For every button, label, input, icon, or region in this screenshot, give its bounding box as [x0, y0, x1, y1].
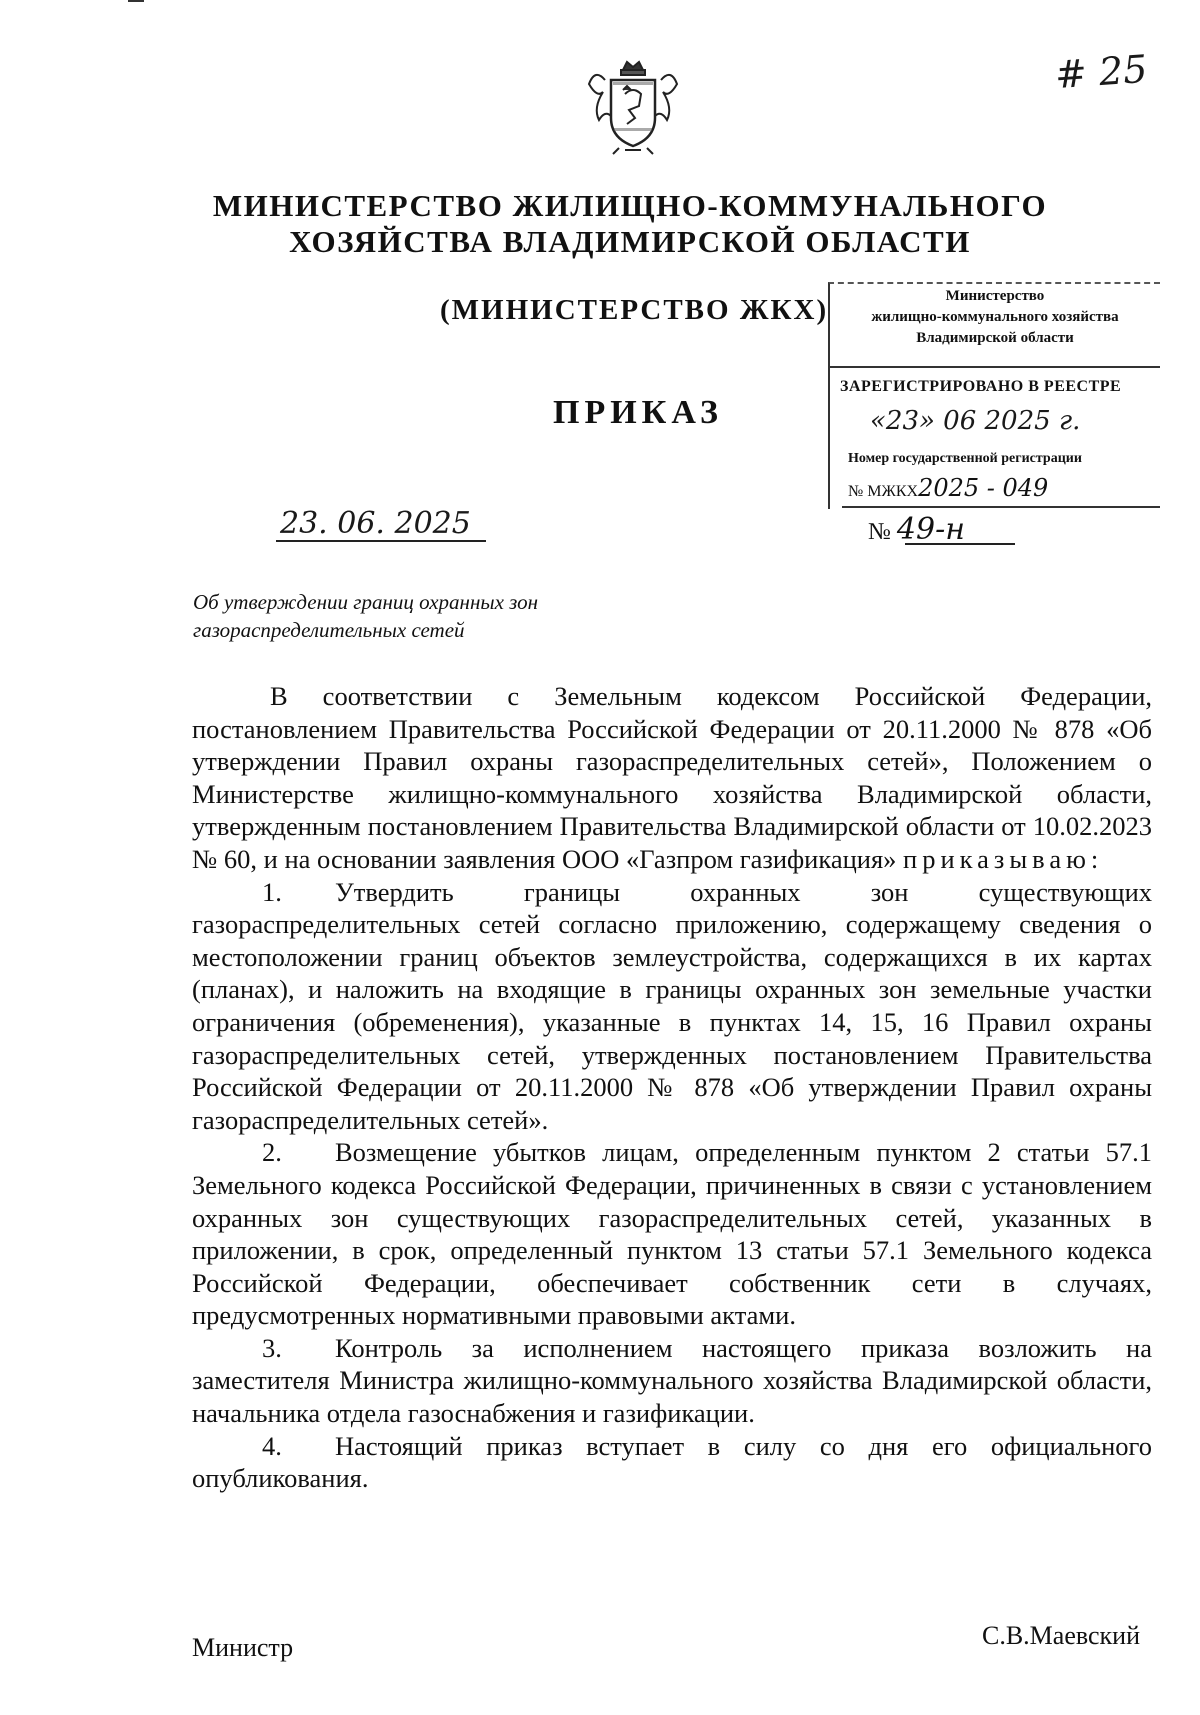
item-number: 2.	[262, 1137, 282, 1168]
registration-stamp	[828, 282, 1160, 509]
order-item-1	[192, 876, 1152, 1137]
ministry-title-line2: ХОЗЯЙСТВА ВЛАДИМИРСКОЙ ОБЛАСТИ	[289, 224, 971, 259]
stamp-bottom-line	[842, 506, 1160, 508]
stamp-reg-number-prefix: № МЖКХ	[848, 483, 919, 500]
stamp-reg-number	[848, 474, 1048, 502]
scan-edge-mark	[128, 0, 144, 2]
preamble-paragraph	[192, 680, 1152, 876]
stamp-registration-date: «23» 06 2025 г.	[870, 406, 1081, 436]
item-number: 3.	[262, 1332, 282, 1363]
signatory-position: Министр	[192, 1633, 294, 1662]
order-number-prefix: №	[868, 519, 891, 545]
ministry-title-line1: МИНИСТЕРСТВО ЖИЛИЩНО-КОММУНАЛЬНОГО	[212, 188, 1048, 223]
order-subject	[193, 588, 643, 644]
ministry-short-name: (МИНИСТЕРСТВО ЖКХ)	[440, 294, 829, 326]
stamp-reg-number-label: Номер государственной регистрации	[848, 451, 1082, 466]
stamp-org-line3: Владимирской области	[916, 330, 1074, 346]
order-body	[192, 680, 1152, 1495]
handwritten-corner-number: # 25	[1053, 46, 1149, 98]
subject-line1: Об утверждении границ охранных зон	[193, 590, 539, 614]
order-item-2	[192, 1136, 1152, 1332]
item-text: Настоящий приказ вступает в силу со дня его официального опубликования.	[192, 1430, 1152, 1494]
order-item-3	[192, 1332, 1152, 1430]
order-number-underline	[905, 543, 1015, 545]
item-number: 1.	[262, 876, 282, 907]
item-number: 4.	[262, 1430, 282, 1461]
stamp-organization	[830, 286, 1160, 349]
order-date-underline	[276, 540, 486, 542]
document-type-title: ПРИКАЗ	[553, 394, 723, 431]
subject-line2: газораспределительных сетей	[193, 618, 465, 642]
stamp-org-line1: Министерство	[945, 288, 1045, 304]
stamp-reg-number-value: 2025 - 049	[918, 474, 1049, 502]
coat-of-arms-emblem	[585, 58, 681, 158]
order-word: приказываю:	[903, 843, 1104, 874]
item-text: Утвердить границы охранных зон существующих газораспределительных сетей согласно приложению, содержащему сведения о местоположении границ объектов землеустройства, содержащихся в их картах (планах), и наложить на входящие в границы охранных зон земельные участки ограничения (обременения), указанные в пунктах 14, 15, 16 Правил охраны газораспределительных сетей, утвержденных постановлением Правительства Российской Федерации от 20.11.2000 № 878 «Об утверждении Правил охраны газораспределительных сетей».	[192, 876, 1152, 1135]
order-date: 23. 06. 2025	[280, 506, 471, 541]
stamp-divider	[830, 366, 1160, 368]
item-text: Возмещение убытков лицам, определенным пунктом 2 статьи 57.1 Земельного кодекса Российской Федерации, причиненных в связи с установлением охранных зон существующих газораспределительных сетей, указанных в приложении, в срок, определенный пунктом 13 статьи 57.1 Земельного кодекса Российской Федерации, обеспечивает собственник сети в случаях, предусмотренных нормативными правовыми актами.	[192, 1137, 1152, 1331]
signatory-name: С.В.Маевский	[982, 1621, 1141, 1650]
ministry-title	[150, 188, 1110, 260]
order-number-value: 49-н	[896, 512, 965, 547]
stamp-registered-label: ЗАРЕГИСТРИРОВАНО В РЕЕСТРЕ	[840, 378, 1122, 395]
stamp-org-line2: жилищно-коммунального хозяйства	[871, 309, 1119, 325]
order-item-4	[192, 1430, 1152, 1495]
preamble-text: В соответствии с Земельным кодексом Российской Федерации, постановлением Правительства Российской Федерации от 20.11.2000 № 878 «Об утверждении Правил охраны газораспределительных сетей», Положением о Министерстве жилищно-коммунального хозяйства Владимирской области, утвержденным постановлением Правительства Владимирской области от 10.02.2023 № 60, и на основании заявления ООО «Газпром газификация»	[192, 681, 1152, 874]
item-text: Контроль за исполнением настоящего приказа возложить на заместителя Министра жилищно-коммунального хозяйства Владимирской области, начальника отдела газоснабжения и газификации.	[192, 1332, 1152, 1429]
order-number	[868, 512, 965, 547]
